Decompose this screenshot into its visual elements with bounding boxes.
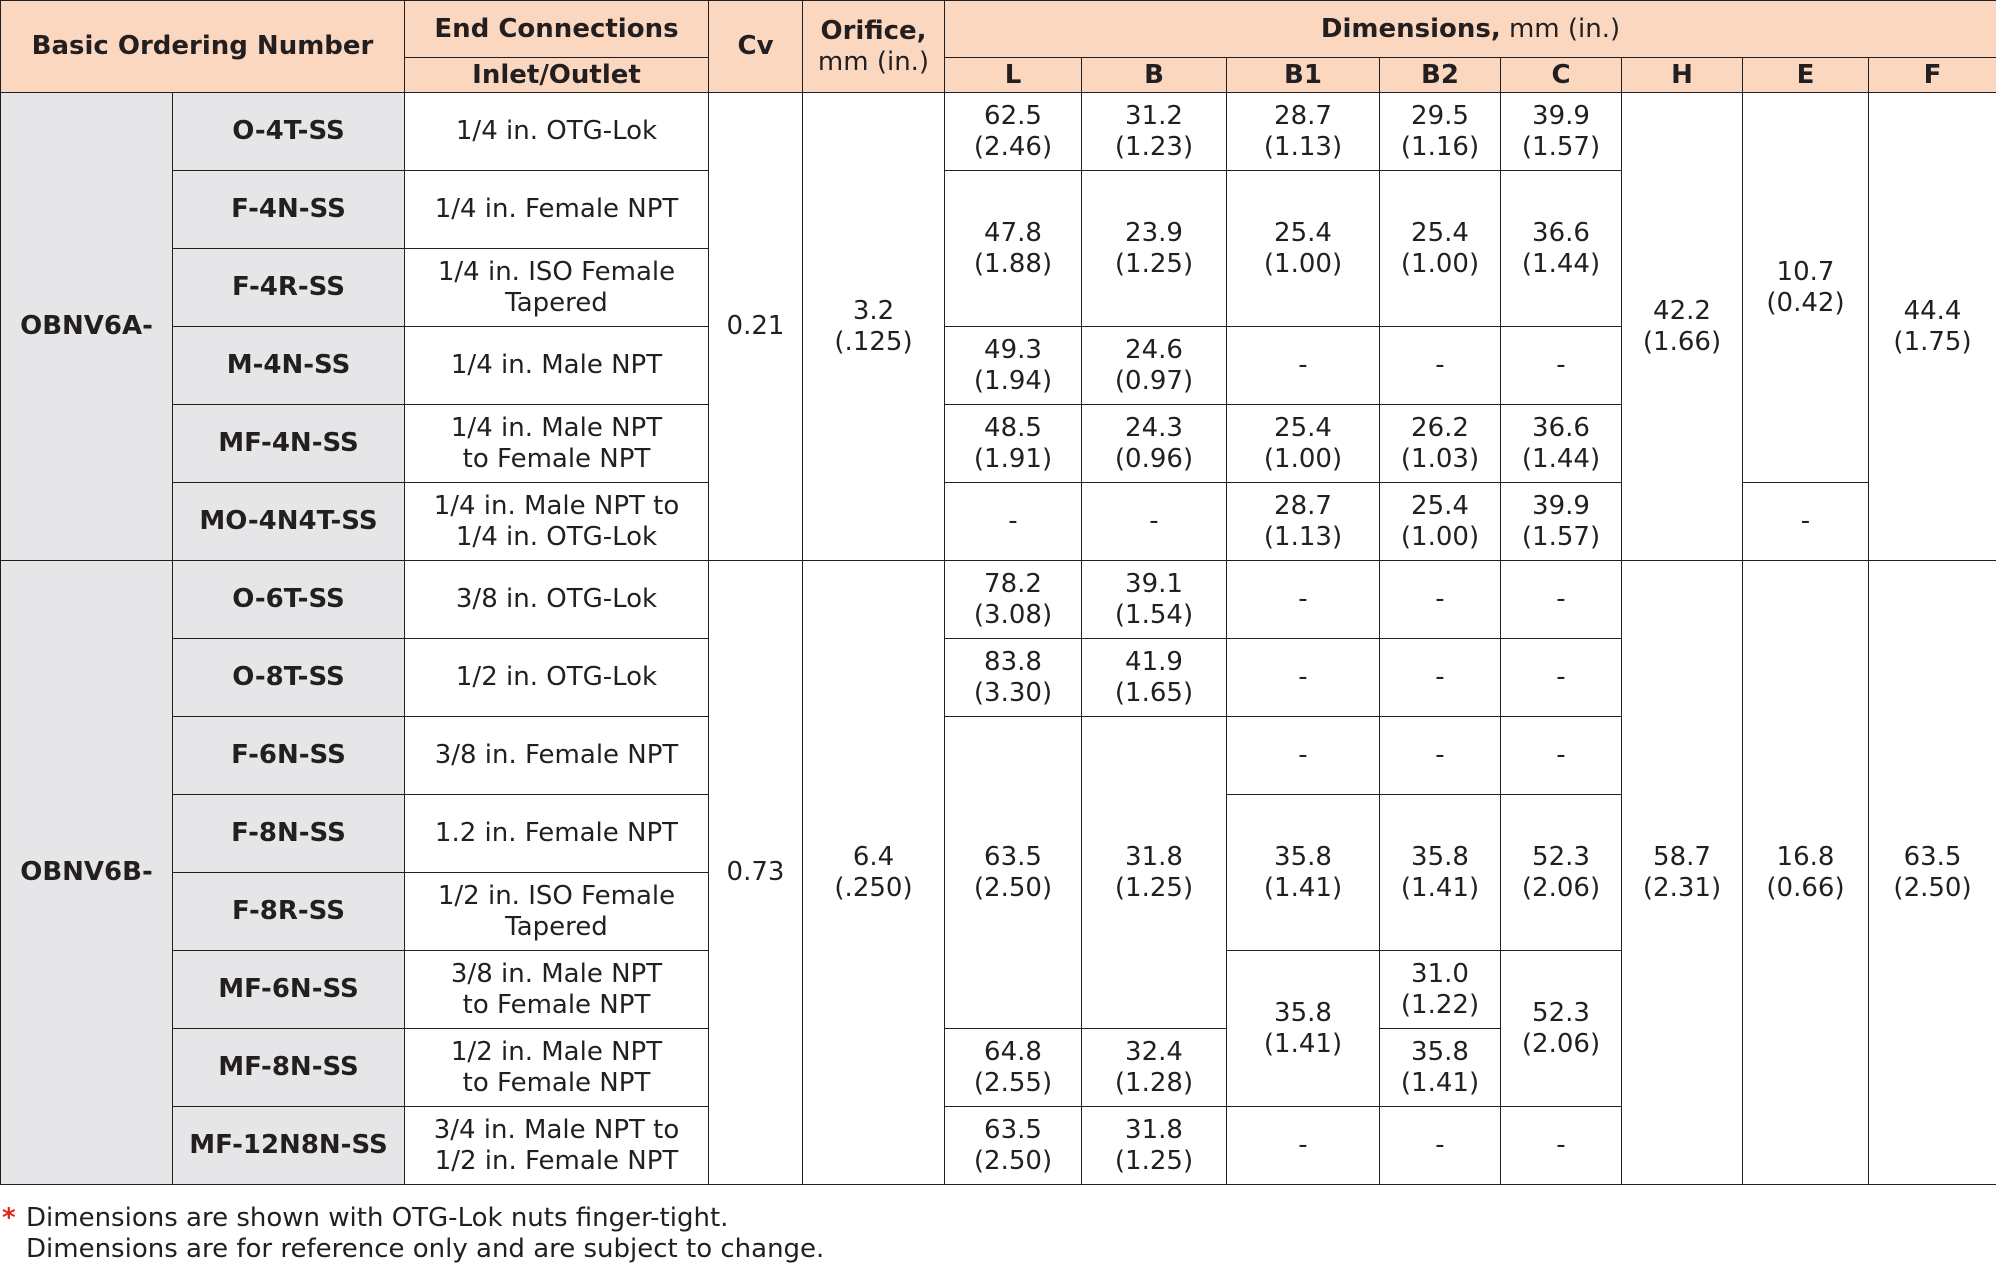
dim-F: 44.4 (1.75) bbox=[1869, 93, 1996, 561]
part-number: F-8R-SS bbox=[173, 873, 405, 951]
dim-F: 63.5 (2.50) bbox=[1869, 561, 1996, 1185]
dim-B1: 35.8 (1.41) bbox=[1227, 951, 1380, 1107]
part-number: F-4R-SS bbox=[173, 249, 405, 327]
dim-H: 42.2 (1.66) bbox=[1622, 93, 1743, 561]
header-inlet-outlet: Inlet/Outlet bbox=[405, 58, 709, 93]
part-number: MF-4N-SS bbox=[173, 405, 405, 483]
end-connection: 3/8 in. Female NPT bbox=[405, 717, 709, 795]
end-connection: 1.2 in. Female NPT bbox=[405, 795, 709, 873]
group-prefix: OBNV6B- bbox=[1, 561, 173, 1185]
end-connection: 1/4 in. ISO Female Tapered bbox=[405, 249, 709, 327]
dim-B2: 25.4 (1.00) bbox=[1380, 171, 1501, 327]
dim-C: - bbox=[1501, 327, 1622, 405]
part-number: MF-8N-SS bbox=[173, 1029, 405, 1107]
dim-B1: - bbox=[1227, 717, 1380, 795]
part-number: F-4N-SS bbox=[173, 171, 405, 249]
dim-L: 63.5 (2.50) bbox=[945, 717, 1082, 1029]
dim-B2: 25.4 (1.00) bbox=[1380, 483, 1501, 561]
dim-B2: 31.0 (1.22) bbox=[1380, 951, 1501, 1029]
dim-B: 41.9 (1.65) bbox=[1082, 639, 1227, 717]
dim-B2: 35.8 (1.41) bbox=[1380, 795, 1501, 951]
dim-B: 24.6 (0.97) bbox=[1082, 327, 1227, 405]
end-connection: 1/2 in. ISO Female Tapered bbox=[405, 873, 709, 951]
dim-B: 39.1 (1.54) bbox=[1082, 561, 1227, 639]
end-connection: 1/2 in. OTG-Lok bbox=[405, 639, 709, 717]
dim-B2: - bbox=[1380, 561, 1501, 639]
end-connection: 1/4 in. OTG-Lok bbox=[405, 93, 709, 171]
header-col-L: L bbox=[945, 58, 1082, 93]
dim-E: - bbox=[1743, 483, 1869, 561]
footnotes bbox=[0, 1203, 1996, 1265]
part-number: M-4N-SS bbox=[173, 327, 405, 405]
dim-B1: - bbox=[1227, 1107, 1380, 1185]
end-connection: 3/8 in. OTG-Lok bbox=[405, 561, 709, 639]
part-number: O-8T-SS bbox=[173, 639, 405, 717]
end-connection: 1/4 in. Male NPT bbox=[405, 327, 709, 405]
part-number: O-6T-SS bbox=[173, 561, 405, 639]
part-number: O-4T-SS bbox=[173, 93, 405, 171]
orifice-value: 6.4 (.250) bbox=[803, 561, 945, 1185]
dim-L: 62.5 (2.46) bbox=[945, 93, 1082, 171]
dim-H: 58.7 (2.31) bbox=[1622, 561, 1743, 1185]
dim-C: 36.6 (1.44) bbox=[1501, 405, 1622, 483]
header-col-E: E bbox=[1743, 58, 1869, 93]
dim-L: 48.5 (1.91) bbox=[945, 405, 1082, 483]
dim-C: - bbox=[1501, 639, 1622, 717]
end-connection: 1/4 in. Male NPT to Female NPT bbox=[405, 405, 709, 483]
dim-B: - bbox=[1082, 483, 1227, 561]
dim-L: 83.8 (3.30) bbox=[945, 639, 1082, 717]
dim-L: - bbox=[945, 483, 1082, 561]
dim-C: - bbox=[1501, 561, 1622, 639]
dim-B2: 26.2 (1.03) bbox=[1380, 405, 1501, 483]
cv-value: 0.73 bbox=[709, 561, 803, 1185]
orifice-value: 3.2 (.125) bbox=[803, 93, 945, 561]
dim-B: 24.3 (0.96) bbox=[1082, 405, 1227, 483]
dim-L: 78.2 (3.08) bbox=[945, 561, 1082, 639]
dim-B2: 29.5 (1.16) bbox=[1380, 93, 1501, 171]
end-connection: 3/4 in. Male NPT to 1/2 in. Female NPT bbox=[405, 1107, 709, 1185]
dim-B2: - bbox=[1380, 717, 1501, 795]
header-col-C: C bbox=[1501, 58, 1622, 93]
dim-B: 23.9 (1.25) bbox=[1082, 171, 1227, 327]
dim-B2: - bbox=[1380, 639, 1501, 717]
dim-B1: 25.4 (1.00) bbox=[1227, 171, 1380, 327]
dim-L: 49.3 (1.94) bbox=[945, 327, 1082, 405]
header-cv: Cv bbox=[709, 1, 803, 93]
dim-C: 39.9 (1.57) bbox=[1501, 483, 1622, 561]
dim-B1: - bbox=[1227, 327, 1380, 405]
table-row bbox=[1, 93, 1996, 171]
group-prefix: OBNV6A- bbox=[1, 93, 173, 561]
header-col-F: F bbox=[1869, 58, 1996, 93]
header-dimensions: Dimensions, mm (in.) bbox=[945, 1, 1996, 58]
asterisk-icon: * bbox=[2, 1203, 16, 1233]
dim-C: 36.6 (1.44) bbox=[1501, 171, 1622, 327]
header-col-B1: B1 bbox=[1227, 58, 1380, 93]
dim-C: 52.3 (2.06) bbox=[1501, 795, 1622, 951]
dim-B1: - bbox=[1227, 561, 1380, 639]
part-number: MF-12N8N-SS bbox=[173, 1107, 405, 1185]
dim-B1: - bbox=[1227, 639, 1380, 717]
header-basic-ordering-number: Basic Ordering Number bbox=[1, 1, 405, 93]
part-number: MF-6N-SS bbox=[173, 951, 405, 1029]
dim-L: 63.5 (2.50) bbox=[945, 1107, 1082, 1185]
part-number: F-6N-SS bbox=[173, 717, 405, 795]
end-connection: 3/8 in. Male NPT to Female NPT bbox=[405, 951, 709, 1029]
dim-E: 16.8 (0.66) bbox=[1743, 561, 1869, 1185]
end-connection: 1/4 in. Male NPT to 1/4 in. OTG-Lok bbox=[405, 483, 709, 561]
dim-C: 39.9 (1.57) bbox=[1501, 93, 1622, 171]
dim-B: 31.8 (1.25) bbox=[1082, 717, 1227, 1029]
footnote-1: * Dimensions are shown with OTG-Lok nuts finger-tight. bbox=[2, 1203, 729, 1233]
footnote-2: Dimensions are for reference only and are subject to change. bbox=[26, 1234, 825, 1264]
part-number: F-8N-SS bbox=[173, 795, 405, 873]
dim-B1: 35.8 (1.41) bbox=[1227, 795, 1380, 951]
dim-B1: 25.4 (1.00) bbox=[1227, 405, 1380, 483]
dim-C: - bbox=[1501, 1107, 1622, 1185]
header-col-H: H bbox=[1622, 58, 1743, 93]
end-connection: 1/2 in. Male NPT to Female NPT bbox=[405, 1029, 709, 1107]
table-row bbox=[1, 561, 1996, 639]
dim-B2: - bbox=[1380, 1107, 1501, 1185]
dim-B: 31.2 (1.23) bbox=[1082, 93, 1227, 171]
dim-B2: 35.8 (1.41) bbox=[1380, 1029, 1501, 1107]
dim-B: 32.4 (1.28) bbox=[1082, 1029, 1227, 1107]
part-number: MO-4N4T-SS bbox=[173, 483, 405, 561]
dim-C: - bbox=[1501, 717, 1622, 795]
cv-value: 0.21 bbox=[709, 93, 803, 561]
dim-E: 10.7 (0.42) bbox=[1743, 93, 1869, 483]
end-connection: 1/4 in. Female NPT bbox=[405, 171, 709, 249]
dim-C: 52.3 (2.06) bbox=[1501, 951, 1622, 1107]
header-orifice: Orifice, mm (in.) bbox=[803, 1, 945, 93]
dim-L: 64.8 (2.55) bbox=[945, 1029, 1082, 1107]
header-end-connections: End Connections bbox=[405, 1, 709, 58]
header-col-B2: B2 bbox=[1380, 58, 1501, 93]
dim-B1: 28.7 (1.13) bbox=[1227, 483, 1380, 561]
dim-L: 47.8 (1.88) bbox=[945, 171, 1082, 327]
dim-B: 31.8 (1.25) bbox=[1082, 1107, 1227, 1185]
header-col-B: B bbox=[1082, 58, 1227, 93]
dim-B2: - bbox=[1380, 327, 1501, 405]
dim-B1: 28.7 (1.13) bbox=[1227, 93, 1380, 171]
